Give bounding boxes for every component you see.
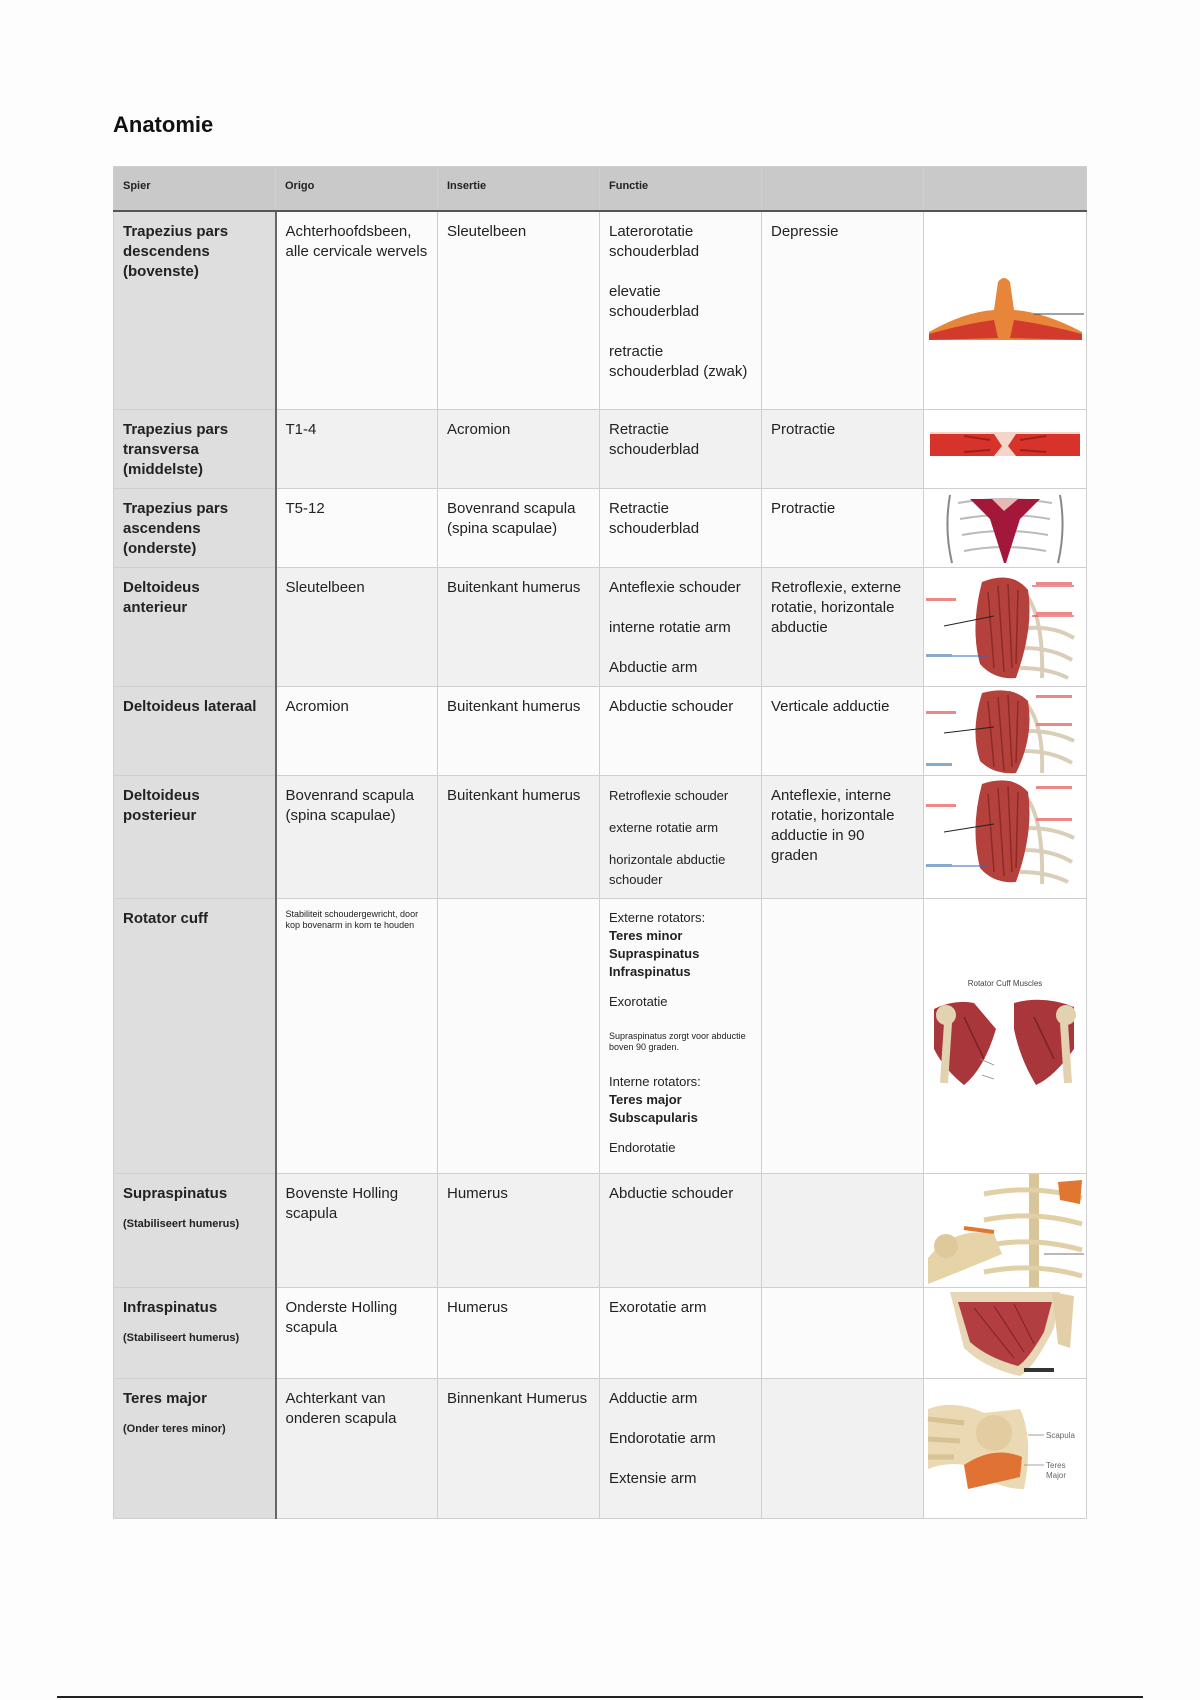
table-row <box>114 898 1087 1173</box>
deltoid-anterior-illustration <box>924 568 1086 686</box>
cell-insertie: Buitenkant humerus <box>438 686 600 775</box>
cell-image <box>924 409 1087 488</box>
anatomy-table <box>113 166 1087 1519</box>
functie-item: Exorotatie <box>609 993 668 1009</box>
table-row <box>114 1378 1087 1518</box>
cell-image <box>924 1287 1087 1378</box>
infraspinatus-illustration <box>924 1288 1086 1379</box>
cell-functie <box>600 567 762 686</box>
cell-origo: Acromion <box>276 686 438 775</box>
functie-note: Supraspinatus zorgt voor abductie boven 90 graden. <box>609 1030 746 1052</box>
functie-item: elevatie schouderblad <box>609 283 700 320</box>
cell-origo: Achterkant van onderen scapula <box>276 1378 438 1518</box>
functie-item: externe rotatie arm <box>609 819 719 835</box>
header-functie: Functie <box>600 167 762 212</box>
cell-spier <box>114 1287 276 1378</box>
table-row <box>114 686 1087 775</box>
cell-antagonist: Protractie <box>762 409 924 488</box>
cell-insertie: Bovenrand scapula (spina scapulae) <box>438 488 600 567</box>
page-title: Anatomie <box>113 112 214 137</box>
cell-functie: Abductie schouder <box>600 686 762 775</box>
spier-sub: (Stabiliseert humerus) <box>123 1217 240 1230</box>
cell-insertie: Binnenkant Humerus <box>438 1378 600 1518</box>
cell-spier: Trapezius pars transversa (middelste) <box>114 409 276 488</box>
cell-antagonist <box>762 1287 924 1378</box>
cell-origo: Onderste Holling scapula <box>276 1287 438 1378</box>
table-row <box>114 775 1087 898</box>
header-origo: Origo <box>276 167 438 212</box>
cell-functie: Abductie schouder <box>600 1173 762 1287</box>
footer-rule <box>57 1696 1143 1698</box>
functie-item: Laterorotatie schouderblad <box>609 223 700 260</box>
cell-functie <box>600 898 762 1173</box>
functie-item: Anteflexie schouder <box>609 578 741 596</box>
spier-sub: (Onder teres minor) <box>123 1422 226 1435</box>
functie-item: Extensie arm <box>609 1469 697 1487</box>
supraspinatus-illustration <box>924 1174 1086 1288</box>
cell-insertie <box>438 898 600 1173</box>
functie-item: Retroflexie schouder <box>609 787 729 803</box>
cell-antagonist: Anteflexie, interne rotatie, horizontale adductie in 90 graden <box>762 775 924 898</box>
cell-spier: Deltoideus lateraal <box>114 686 276 775</box>
cell-image <box>924 488 1087 567</box>
spier-name: Teres major <box>123 1389 207 1407</box>
cell-spier <box>114 1173 276 1287</box>
rotator-cuff-illustration <box>924 899 1086 1174</box>
header-image <box>924 167 1087 212</box>
cell-spier: Deltoideus anterieur <box>114 567 276 686</box>
cell-insertie: Humerus <box>438 1287 600 1378</box>
trapezius-lower-illustration <box>924 489 1086 566</box>
teres-major-illustration <box>924 1379 1086 1519</box>
deltoid-posterior-illustration <box>924 776 1086 889</box>
table-row <box>114 488 1087 567</box>
cell-origo: Stabiliteit schoudergewricht, door kop bovenarm in kom te houden <box>276 898 438 1173</box>
spier-sub: (Stabiliseert humerus) <box>123 1331 240 1344</box>
functie-item: Teres minor <box>609 927 683 943</box>
cell-image <box>924 1378 1087 1518</box>
cell-image <box>924 1173 1087 1287</box>
functie-item: Teres major <box>609 1091 682 1107</box>
header-spier: Spier <box>114 167 276 212</box>
functie-item: Adductie arm <box>609 1389 698 1407</box>
cell-image <box>924 211 1087 409</box>
cell-spier <box>114 1378 276 1518</box>
cell-antagonist: Verticale adductie <box>762 686 924 775</box>
cell-spier: Deltoideus posterieur <box>114 775 276 898</box>
functie-item: retractie schouderblad (zwak) <box>609 343 748 380</box>
cell-insertie: Humerus <box>438 1173 600 1287</box>
spier-name: Supraspinatus <box>123 1184 228 1202</box>
table-row <box>114 211 1087 409</box>
deltoid-lateral-illustration <box>924 687 1086 776</box>
image-label-scapula: Scapula <box>1046 1430 1075 1440</box>
cell-origo: Bovenste Holling scapula <box>276 1173 438 1287</box>
functie-item: Endorotatie arm <box>609 1429 716 1447</box>
cell-antagonist <box>762 898 924 1173</box>
cell-insertie: Buitenkant humerus <box>438 567 600 686</box>
cell-image <box>924 898 1087 1173</box>
functie-item: Subscapularis <box>609 1109 698 1125</box>
cell-origo: Sleutelbeen <box>276 567 438 686</box>
cell-image <box>924 686 1087 775</box>
header-antagonist <box>762 167 924 212</box>
cell-image <box>924 567 1087 686</box>
cell-antagonist <box>762 1378 924 1518</box>
cell-insertie: Buitenkant humerus <box>438 775 600 898</box>
cell-spier: Trapezius pars descendens (bovenste) <box>114 211 276 409</box>
functie-item: horizontale abductie schouder <box>609 851 726 887</box>
table-header-row <box>114 167 1087 212</box>
functie-label: Externe rotators: <box>609 909 706 925</box>
functie-item: Abductie arm <box>609 658 698 676</box>
cell-functie: Exorotatie arm <box>600 1287 762 1378</box>
cell-origo: T1-4 <box>276 409 438 488</box>
cell-origo: T5-12 <box>276 488 438 567</box>
cell-spier: Trapezius pars ascendens (onderste) <box>114 488 276 567</box>
cell-antagonist: Retroflexie, externe rotatie, horizontale abductie <box>762 567 924 686</box>
cell-functie: Retractie schouderblad <box>600 488 762 567</box>
cell-image <box>924 775 1087 898</box>
cell-insertie: Sleutelbeen <box>438 211 600 409</box>
cell-origo: Achterhoofdsbeen, alle cervicale wervels <box>276 211 438 409</box>
cell-functie: Retractie schouderblad <box>600 409 762 488</box>
functie-item: Supraspinatus <box>609 945 700 961</box>
table-row <box>114 409 1087 488</box>
table-row <box>114 1173 1087 1287</box>
cell-insertie: Acromion <box>438 409 600 488</box>
image-label-teres-major: Teres Major <box>1046 1460 1067 1480</box>
spier-name: Infraspinatus <box>123 1298 218 1316</box>
cell-origo: Bovenrand scapula (spina scapulae) <box>276 775 438 898</box>
cell-functie <box>600 1378 762 1518</box>
cell-spier: Rotator cuff <box>114 898 276 1173</box>
image-caption: Rotator Cuff Muscles <box>967 978 1043 988</box>
header-insertie: Insertie <box>438 167 600 212</box>
cell-antagonist <box>762 1173 924 1287</box>
cell-antagonist: Depressie <box>762 211 924 409</box>
table-row <box>114 567 1087 686</box>
functie-item: Endorotatie <box>609 1139 676 1155</box>
cell-functie <box>600 211 762 409</box>
cell-functie <box>600 775 762 898</box>
trapezius-middle-illustration <box>924 410 1086 488</box>
cell-antagonist: Protractie <box>762 488 924 567</box>
functie-item: Infraspinatus <box>609 963 691 979</box>
table-row <box>114 1287 1087 1378</box>
functie-label: Interne rotators: <box>609 1073 701 1089</box>
functie-item: interne rotatie arm <box>609 618 731 636</box>
trapezius-upper-illustration <box>924 212 1086 409</box>
